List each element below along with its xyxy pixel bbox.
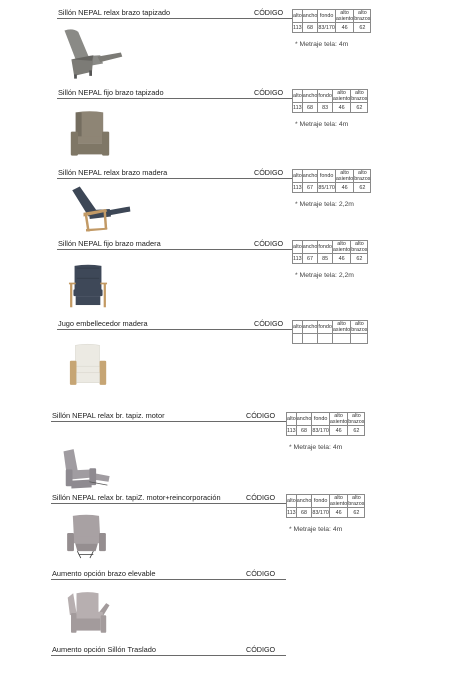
dimensions-table — [292, 89, 368, 113]
divider-line — [57, 178, 292, 179]
column-header: alto — [293, 90, 303, 103]
chair-photo — [60, 334, 115, 394]
product-image — [60, 256, 116, 321]
table-cell: 46 — [329, 508, 347, 518]
column-header: alto asiento — [329, 413, 348, 425]
table-header-row — [287, 413, 365, 426]
column-header: alto brazos — [348, 413, 365, 425]
table-header-row — [287, 495, 365, 508]
table-header-row — [293, 90, 368, 103]
table-cell: 68 — [296, 508, 312, 518]
table-cell: 67 — [302, 254, 318, 264]
dimensions-table — [286, 412, 365, 436]
column-header: fondo — [318, 90, 333, 103]
fabric-note: * Metraje tela: 4m — [289, 444, 343, 451]
table-cell: 113 — [293, 104, 302, 111]
table-row — [293, 254, 368, 264]
column-header: alto — [293, 170, 303, 183]
code-label: CÓDIGO — [254, 88, 284, 97]
table-cell: 83/170 — [312, 509, 329, 516]
code-label: CÓDIGO — [246, 645, 276, 654]
product-image — [60, 103, 120, 170]
column-header: alto brazos — [351, 321, 368, 333]
table-row — [293, 334, 368, 344]
product-image — [57, 25, 127, 85]
product-name: Aumento opción brazo elevable — [52, 569, 156, 578]
table-row — [293, 23, 371, 33]
divider-line — [57, 18, 292, 19]
product-name: Sillón NEPAL relax brazo madera — [58, 168, 168, 177]
divider-line — [51, 579, 286, 580]
table-cell: 62 — [348, 508, 365, 518]
column-header: ancho — [302, 10, 318, 23]
column-header: alto — [287, 413, 297, 426]
column-header: alto — [287, 495, 297, 508]
column-header: fondo — [318, 170, 336, 183]
table-cell: 46 — [332, 103, 350, 113]
table-cell: 67 — [302, 183, 318, 193]
column-header: alto brazos — [348, 495, 365, 507]
product-name: Sillón NEPAL fijo brazo tapizado — [58, 88, 164, 97]
code-label: CÓDIGO — [254, 168, 284, 177]
product-image — [60, 586, 115, 645]
table-cell — [318, 334, 333, 344]
product-name: Sillón NEPAL relax br. tapiz. motor — [52, 411, 165, 420]
code-label: CÓDIGO — [246, 411, 276, 420]
column-header: alto asiento — [335, 170, 354, 182]
table-cell: 85/170 — [318, 184, 335, 191]
column-header: ancho — [296, 495, 312, 508]
table-row — [287, 426, 365, 436]
column-header: alto brazos — [351, 241, 368, 253]
table-cell: 85 — [318, 254, 333, 264]
product-name: Sillón NEPAL relax br. tapiZ. motor+reincorporación — [52, 493, 221, 502]
product-name: Sillón NEPAL relax brazo tapizado — [58, 8, 171, 17]
table-cell: 83 — [318, 103, 333, 113]
table-cell: 46 — [329, 426, 347, 436]
chair-photo — [57, 184, 145, 234]
chair-photo — [60, 103, 120, 165]
chair-photo — [57, 25, 127, 80]
table-header-row — [293, 10, 371, 23]
table-cell: 62 — [348, 426, 365, 436]
column-header: alto asiento — [335, 10, 354, 22]
table-cell: 113 — [287, 427, 296, 434]
divider-line — [51, 655, 286, 656]
table-cell: 68 — [302, 23, 318, 33]
column-header: fondo — [318, 241, 333, 254]
table-cell: 113 — [293, 24, 302, 31]
product-name: Jugo embellecedor madera — [58, 319, 148, 328]
table-cell: 68 — [296, 426, 312, 436]
table-row — [287, 508, 365, 518]
table-row — [293, 103, 368, 113]
column-header: alto — [293, 241, 303, 254]
product-image — [57, 448, 115, 498]
dimensions-table — [292, 320, 368, 344]
table-cell: 62 — [354, 23, 371, 33]
column-header: alto asiento — [332, 241, 351, 253]
table-header-row — [293, 321, 368, 334]
chair-photo — [60, 586, 115, 640]
product-image — [58, 510, 115, 570]
column-header: alto brazos — [354, 170, 371, 182]
table-header-row — [293, 170, 371, 183]
dimensions-table — [286, 494, 365, 518]
table-cell: 83/170 — [312, 427, 329, 434]
code-label: CÓDIGO — [254, 239, 284, 248]
product-name: Sillón NEPAL fijo brazo madera — [58, 239, 161, 248]
column-header: alto brazos — [354, 10, 371, 22]
table-cell: 46 — [335, 23, 353, 33]
column-header: alto asiento — [332, 90, 351, 102]
column-header: alto — [293, 10, 303, 23]
chair-photo — [57, 448, 115, 493]
fabric-note: * Metraje tela: 4m — [289, 526, 343, 533]
column-header: ancho — [302, 90, 318, 103]
fabric-note: * Metraje tela: 2,2m — [295, 201, 354, 208]
column-header: ancho — [302, 241, 318, 254]
column-header: fondo — [318, 321, 333, 334]
fabric-note: * Metraje tela: 2,2m — [295, 272, 354, 279]
column-header: alto brazos — [351, 90, 368, 102]
table-row — [293, 183, 371, 193]
divider-line — [57, 98, 292, 99]
table-cell: 113 — [287, 509, 296, 516]
table-cell — [332, 334, 350, 344]
code-label: CÓDIGO — [246, 569, 276, 578]
column-header: ancho — [302, 321, 318, 334]
table-cell: 83/170 — [318, 24, 335, 31]
table-cell: 113 — [293, 255, 302, 262]
table-cell: 62 — [351, 254, 368, 264]
divider-line — [57, 249, 292, 250]
column-header: fondo — [312, 495, 330, 508]
code-label: CÓDIGO — [246, 493, 276, 502]
divider-line — [51, 421, 286, 422]
dimensions-table — [292, 240, 368, 264]
column-header: ancho — [302, 170, 318, 183]
table-cell: 62 — [351, 103, 368, 113]
column-header: alto asiento — [332, 321, 351, 333]
table-cell — [302, 334, 318, 344]
table-header-row — [293, 241, 368, 254]
code-label: CÓDIGO — [254, 8, 284, 17]
table-cell — [351, 334, 368, 344]
fabric-note: * Metraje tela: 4m — [295, 121, 349, 128]
product-image — [57, 184, 145, 239]
dimensions-table — [292, 169, 371, 193]
table-cell: 46 — [332, 254, 350, 264]
code-label: CÓDIGO — [254, 319, 284, 328]
table-cell: 68 — [302, 103, 318, 113]
column-header: fondo — [312, 413, 330, 426]
fabric-note: * Metraje tela: 4m — [295, 41, 349, 48]
divider-line — [57, 329, 292, 330]
column-header: fondo — [318, 10, 336, 23]
divider-line — [51, 503, 286, 504]
product-image — [60, 334, 115, 399]
column-header: alto — [293, 321, 303, 334]
dimensions-table — [292, 9, 371, 33]
table-cell: 62 — [354, 183, 371, 193]
table-cell — [293, 334, 303, 344]
table-cell: 46 — [335, 183, 353, 193]
column-header: ancho — [296, 413, 312, 426]
chair-photo — [58, 510, 115, 565]
product-name: Aumento opción Sillón Traslado — [52, 645, 156, 654]
table-cell: 113 — [293, 184, 302, 191]
column-header: alto asiento — [329, 495, 348, 507]
chair-photo — [60, 256, 116, 316]
